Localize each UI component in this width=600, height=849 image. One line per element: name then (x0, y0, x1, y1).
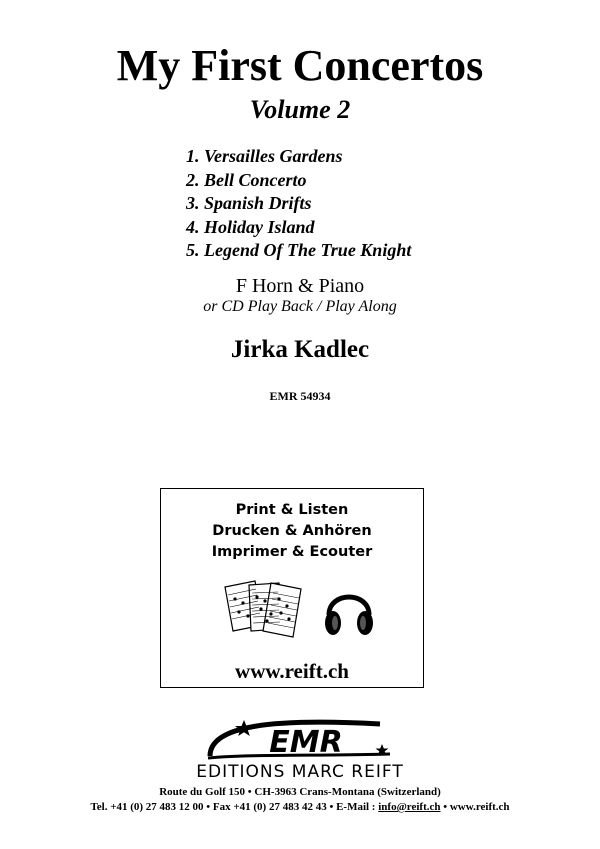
promo-line-english: Print & Listen (235, 502, 349, 518)
promo-line-german: Drucken & Anhören (212, 523, 372, 539)
playback-note: or CD Play Back / Play Along (203, 298, 397, 315)
publisher-contact (0, 800, 600, 814)
catalog-number: EMR 54934 (269, 389, 331, 403)
contact-website: • www.reift.ch (440, 801, 510, 813)
composer-name: Jirka Kadlec (230, 336, 370, 363)
email-link[interactable]: info@reift.ch (378, 801, 441, 813)
publisher-name: EDITIONS MARC REIFT (196, 762, 404, 782)
contact-phone-fax: Tel. +41 (0) 27 483 12 00 • Fax +41 (0) 27 483 42 43 • E-Mail : (90, 801, 379, 813)
page-title: My First Concertos (116, 41, 484, 90)
instrumentation: F Horn & Piano (235, 275, 365, 297)
publisher-address: Route du Golf 150 • CH-3963 Crans-Montana (Switzerland) (159, 786, 441, 798)
track-item: 5. Legend Of The True Knight (186, 240, 412, 260)
emr-logo-text: EMR (269, 725, 343, 760)
track-item: 1. Versailles Gardens (186, 146, 343, 166)
track-item: 4. Holiday Island (186, 216, 315, 237)
track-item: 2. Bell Concerto (186, 169, 307, 190)
emr-logo (200, 714, 400, 764)
volume-subtitle: Volume 2 (249, 95, 351, 124)
headphones-icon (323, 581, 375, 637)
track-list (186, 145, 411, 263)
website-url[interactable]: www.reift.ch (235, 659, 349, 683)
promo-line-french: Imprimer & Ecouter (211, 544, 373, 560)
track-item: 3. Spanish Drifts (186, 193, 312, 213)
print-listen-box (160, 488, 424, 688)
sheet-music-icon (221, 579, 309, 641)
